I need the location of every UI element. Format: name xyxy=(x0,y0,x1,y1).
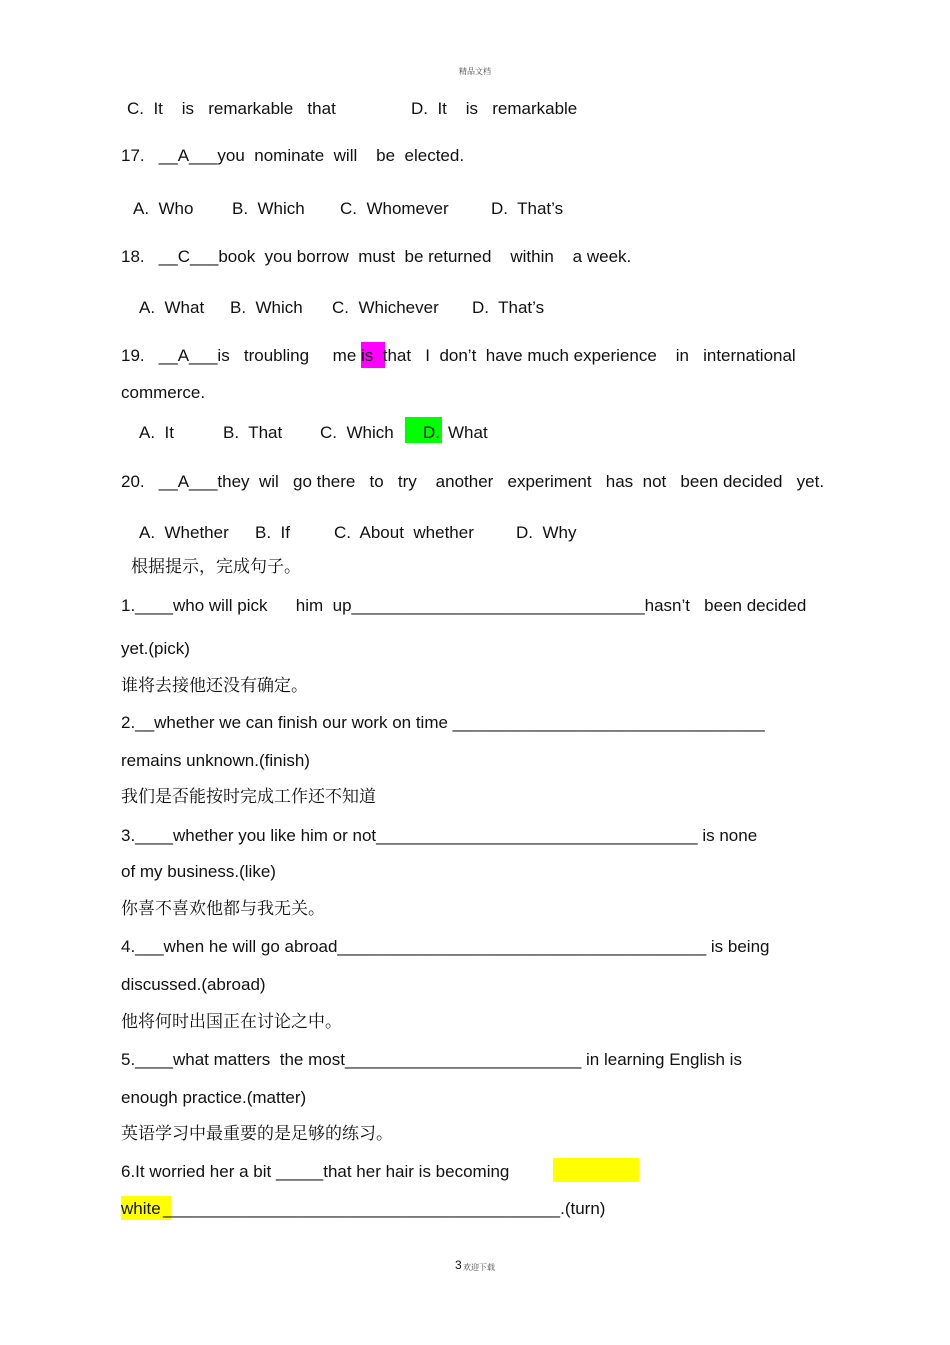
q17-option-d: D. That’s xyxy=(491,199,564,218)
exercise-6-line2-rest: __________________________________________.(turn) xyxy=(163,1199,606,1218)
q19-option-c: C. Which xyxy=(320,423,394,442)
q20-option-b: B. If xyxy=(255,523,290,542)
q19-option-a: A. It xyxy=(139,423,174,442)
exercise-5-line2: enough practice.(matter) xyxy=(121,1088,307,1107)
exercise-3-line1: 3.____whether you like him or not__________________________________ is none xyxy=(121,826,758,845)
q20-stem: 20. __A___they wil go there to try another experiment has not been decided yet. xyxy=(121,472,825,491)
q18-option-d: D. That’s xyxy=(472,298,545,317)
q19-option-d-text: What xyxy=(448,423,488,442)
exercise-1-chinese: 谁将去接他还没有确定。 xyxy=(121,676,308,695)
q18-stem: 18. __C___book you borrow must be returned within a week. xyxy=(121,247,632,266)
q19-stem: 19. __A___is troubling me is that I don’t have much experience in international xyxy=(121,346,796,365)
q17-option-c: C. Whomever xyxy=(340,199,449,218)
yellow-highlight-box xyxy=(553,1158,639,1182)
exercise-4-line1: 4.___when he will go abroad_______________________________________ is being xyxy=(121,937,770,956)
q16-option-c: C. It is remarkable that xyxy=(127,99,336,118)
q17-option-b: B. Which xyxy=(232,199,305,218)
q17-stem: 17. __A___you nominate will be elected. xyxy=(121,146,465,165)
q17-option-a: A. Who xyxy=(133,199,194,218)
exercise-1-line2: yet.(pick) xyxy=(121,639,190,658)
exercise-2-line1: 2.__whether we can finish our work on time _________________________________ xyxy=(121,713,765,732)
q20-option-d: D. Why xyxy=(516,523,577,542)
exercise-2-chinese: 我们是否能按时完成工作还不知道 xyxy=(121,787,376,806)
q20-option-a: A. Whether xyxy=(139,523,229,542)
q19-stem-continued: commerce. xyxy=(121,383,206,402)
q19-option-d-label: D. xyxy=(423,423,440,442)
q16-option-d: D. It is remarkable xyxy=(411,99,578,118)
exercise-6-line2-highlight: white xyxy=(121,1199,161,1218)
exercise-3-line2: of my business.(like) xyxy=(121,862,276,881)
page-number: 3 xyxy=(455,1258,462,1272)
exercise-5-chinese: 英语学习中最重要的是足够的练习。 xyxy=(121,1124,393,1143)
exercise-3-chinese: 你喜不喜欢他都与我无关。 xyxy=(121,899,325,918)
q18-option-a: A. What xyxy=(139,298,205,317)
exercise-6-line1: 6.It worried her a bit _____that her hair is becoming xyxy=(121,1162,510,1181)
exercise-4-line2: discussed.(abroad) xyxy=(121,975,266,994)
exercise-5-line1: 5.____what matters the most_________________________ in learning English is xyxy=(121,1050,742,1069)
section-title: 根据提示，完成句子。 xyxy=(131,557,301,576)
page-footer-text: 欢迎下载 xyxy=(463,1263,495,1272)
exercise-1-line1: 1.____who will pick him up_______________________________hasn’t been decided xyxy=(121,596,807,615)
q20-option-c: C. About whether xyxy=(334,523,474,542)
q18-option-b: B. Which xyxy=(230,298,303,317)
page-header: 精品文档 xyxy=(459,67,491,76)
q19-option-b: B. That xyxy=(223,423,283,442)
q18-option-c: C. Whichever xyxy=(332,298,439,317)
exercise-2-line2: remains unknown.(finish) xyxy=(121,751,310,770)
exercise-4-chinese: 他将何时出国正在讨论之中。 xyxy=(121,1012,342,1031)
